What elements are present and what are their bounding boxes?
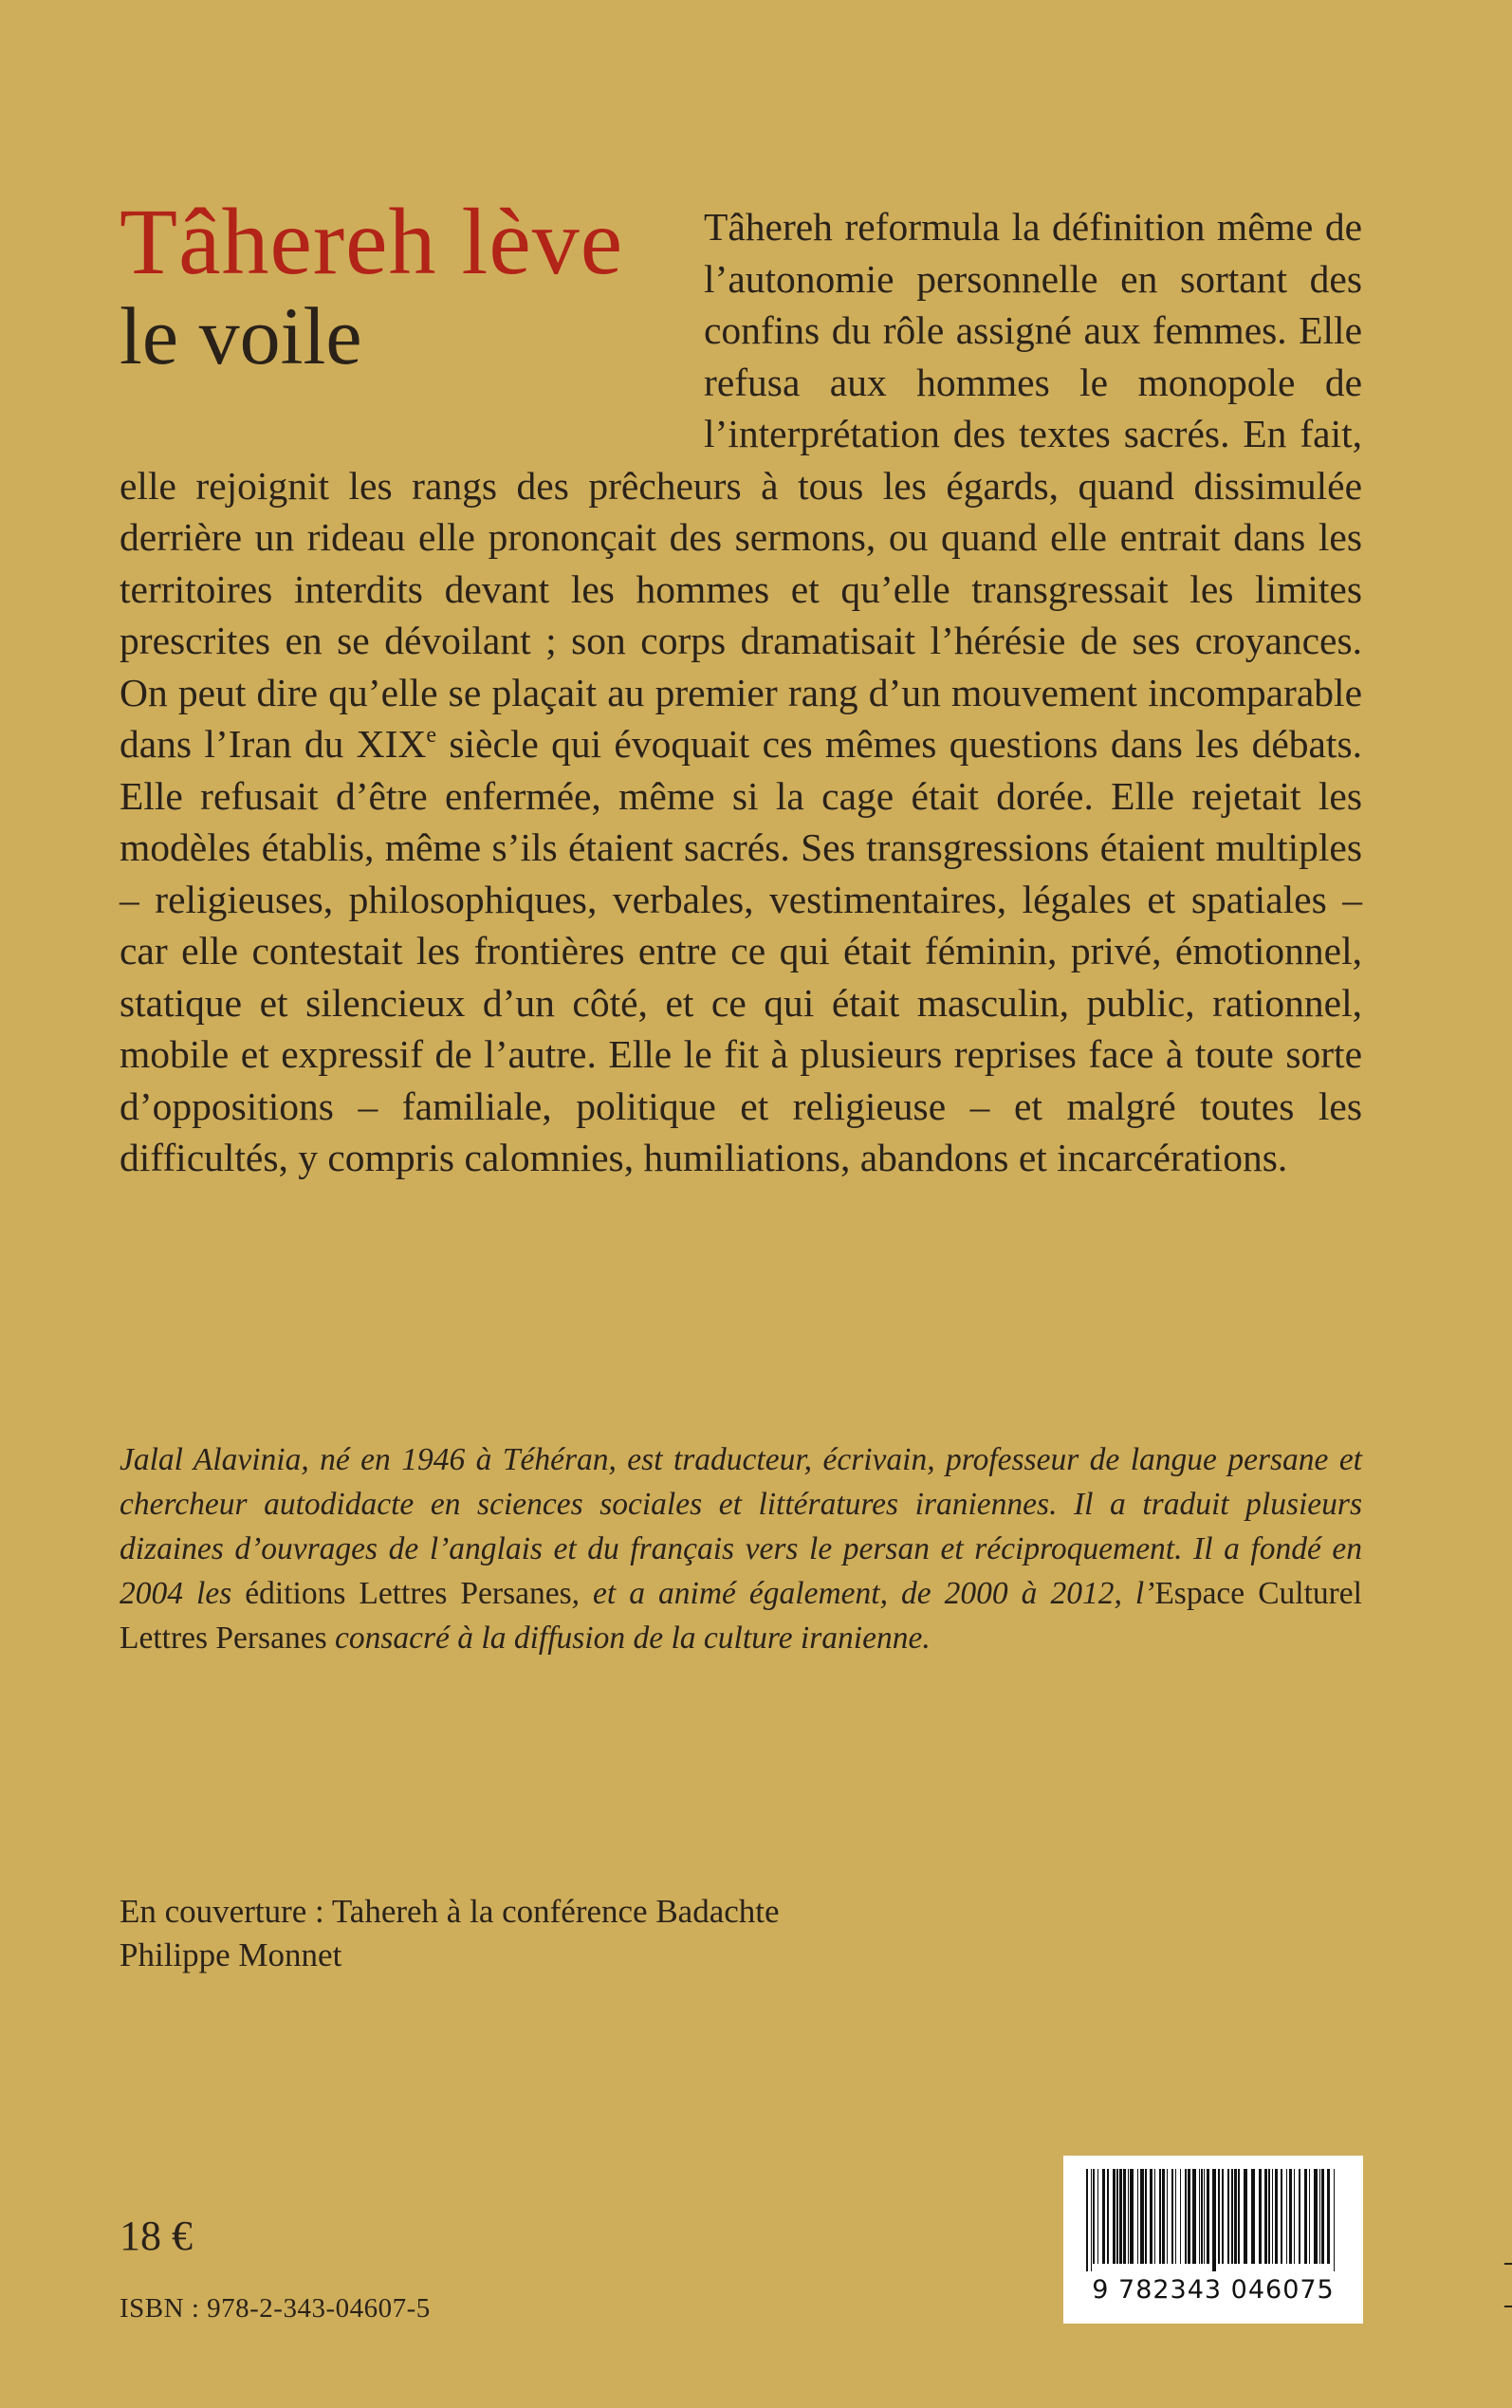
- barcode-bar: [1107, 2169, 1109, 2264]
- barcode-bar: [1123, 2169, 1126, 2264]
- barcode-bar: [1116, 2169, 1118, 2264]
- barcode-bar: [1154, 2169, 1155, 2264]
- barcode: [1063, 2156, 1363, 2324]
- cover-credits: [120, 1890, 780, 1977]
- barcode-bar: [1327, 2169, 1330, 2264]
- barcode-bar: [1275, 2169, 1278, 2264]
- barcode-bar: [1093, 2169, 1095, 2264]
- barcode-bars: [1086, 2169, 1340, 2271]
- barcode-bar: [1185, 2169, 1187, 2264]
- barcode-bar: [1137, 2169, 1138, 2264]
- barcode-digits: 9 782343 046075: [1092, 2275, 1335, 2305]
- back-cover-summary: [120, 201, 1362, 1184]
- barcode-bar: [1091, 2169, 1092, 2271]
- barcode-bar: [1201, 2169, 1203, 2264]
- barcode-bar: [1227, 2169, 1229, 2264]
- barcode-bar: [1140, 2169, 1144, 2264]
- barcode-bar: [1128, 2169, 1129, 2264]
- barcode-bar: [1264, 2169, 1267, 2264]
- summary-text-part-1: Tâhereh reformula la définition même de l’autonomie personnelle en sortant des confins du rôle assigné aux femmes. Elle refusa aux hommes le monopole de l’interprétation des textes sacrés. En fait, elle rejoignit les rangs des prêcheurs à tous les égards, quand dissimulée derrière un rideau elle prononçait des sermons, ou quand elle entrait dans les territoires interdits devant les hommes et qu’elle transgressait les limites prescrites en se dévoilant ; son corps dramatisait l’hérésie de ses croyances. On peut dire qu’elle se plaçait au premier rang d’un mouvement incomparable dans l’Iran du XIX: [120, 205, 1362, 766]
- barcode-bar: [1145, 2169, 1147, 2264]
- barcode-bar: [1113, 2169, 1116, 2264]
- barcode-bar: [1167, 2169, 1168, 2264]
- cover-artist-credit: Philippe Monnet: [120, 1936, 342, 1973]
- barcode-bar: [1212, 2169, 1216, 2271]
- barcode-bar: [1238, 2169, 1240, 2264]
- barcode-bar: [1119, 2169, 1122, 2264]
- author-bio: [120, 1437, 1362, 1660]
- barcode-bar: [1086, 2169, 1088, 2271]
- barcode-bar: [1334, 2169, 1335, 2271]
- barcode-bar: [1231, 2169, 1233, 2264]
- barcode-bar: [1222, 2169, 1224, 2264]
- barcode-bar: [1268, 2169, 1270, 2264]
- barcode-bar: [1319, 2169, 1320, 2264]
- cultural-space-name: Espace Culturel Lettres Persanes: [120, 1576, 1362, 1656]
- barcode-bar: [1281, 2169, 1282, 2264]
- barcode-bar: [1309, 2169, 1310, 2264]
- barcode-bar: [1180, 2169, 1181, 2264]
- barcode-bar: [1259, 2169, 1262, 2264]
- barcode-bar: [1130, 2169, 1134, 2264]
- price: 18 €: [120, 2213, 193, 2259]
- barcode-bar: [1286, 2169, 1287, 2264]
- publisher-name: éditions Lettres Persanes: [245, 1576, 572, 1611]
- barcode-bar: [1204, 2169, 1205, 2264]
- barcode-bar: [1102, 2169, 1105, 2264]
- barcode-bar: [1159, 2169, 1161, 2264]
- barcode-bar: [1218, 2169, 1220, 2264]
- barcode-bar: [1251, 2169, 1255, 2264]
- barcode-bar: [1299, 2169, 1300, 2264]
- barcode-bar: [1244, 2169, 1247, 2264]
- barcode-bar: [1171, 2169, 1173, 2264]
- barcode-bar: [1289, 2169, 1292, 2264]
- crop-mark: [1504, 2263, 1512, 2265]
- author-bio-part-3: consacré à la diffusion de la culture iranienne.: [326, 1621, 931, 1656]
- isbn: ISBN : 978-2-343-04607-5: [120, 2293, 431, 2324]
- barcode-bar: [1199, 2169, 1200, 2264]
- barcode-bar: [1294, 2169, 1295, 2264]
- barcode-bar: [1150, 2169, 1152, 2264]
- century-superscript: e: [426, 723, 437, 748]
- crop-mark: [1504, 2306, 1512, 2307]
- book-title-line-1: Tâhereh lève: [120, 189, 624, 294]
- barcode-bar: [1162, 2169, 1165, 2264]
- book-title-line-2: le voile: [120, 290, 362, 381]
- barcode-bar: [1188, 2169, 1190, 2264]
- author-bio-part-1: Jalal Alavinia, né en 1946 à Téhéran, est traducteur, écrivain, professeur de langue persane et chercheur autodidacte en sciences sociales et littératures iraniennes. Il a traduit plusieurs dizaines d’ouvrages de l’anglais et du français vers le persan et réciproquement. Il a fondé en 2004 les: [120, 1442, 1362, 1611]
- author-bio-part-2: , et a animé également, de 2000 à 2012, l’: [571, 1576, 1155, 1611]
- summary-text-part-2: siècle qui évoquait ces mêmes questions dans les débats. Elle refusait d’être enfermée, même si la cage était dorée. Elle rejetait les modèles établis, même s’ils étaient sacrés. Ses transgressions étaient multiples – religieuses, philosophiques, verbales, vestimentaires, légales et spatiales – car elle contestait les frontières entre ce qui était féminin, privé, émotionnel, statique et silencieux d’un côté, et ce qui était masculin, public, rationnel, mobile et expressif de l’autre. Elle le fit à plusieurs reprises face à toute sorte d’oppositions – familiale, politique et religieuse – et malgré toutes les difficultés, y compris calomnies, humiliations, abandons et incarcérations.: [120, 722, 1362, 1179]
- barcode-bar: [1234, 2169, 1237, 2264]
- barcode-bar: [1175, 2169, 1176, 2264]
- cover-image-credit: En couverture : Tahereh à la conférence Badachte: [120, 1893, 780, 1930]
- barcode-bar: [1097, 2169, 1098, 2264]
- barcode-bar: [1314, 2169, 1318, 2264]
- barcode-bar: [1321, 2169, 1324, 2264]
- barcode-bar: [1192, 2169, 1196, 2264]
- barcode-bar: [1304, 2169, 1307, 2264]
- barcode-bar: [1272, 2169, 1273, 2264]
- barcode-bar: [1207, 2169, 1209, 2264]
